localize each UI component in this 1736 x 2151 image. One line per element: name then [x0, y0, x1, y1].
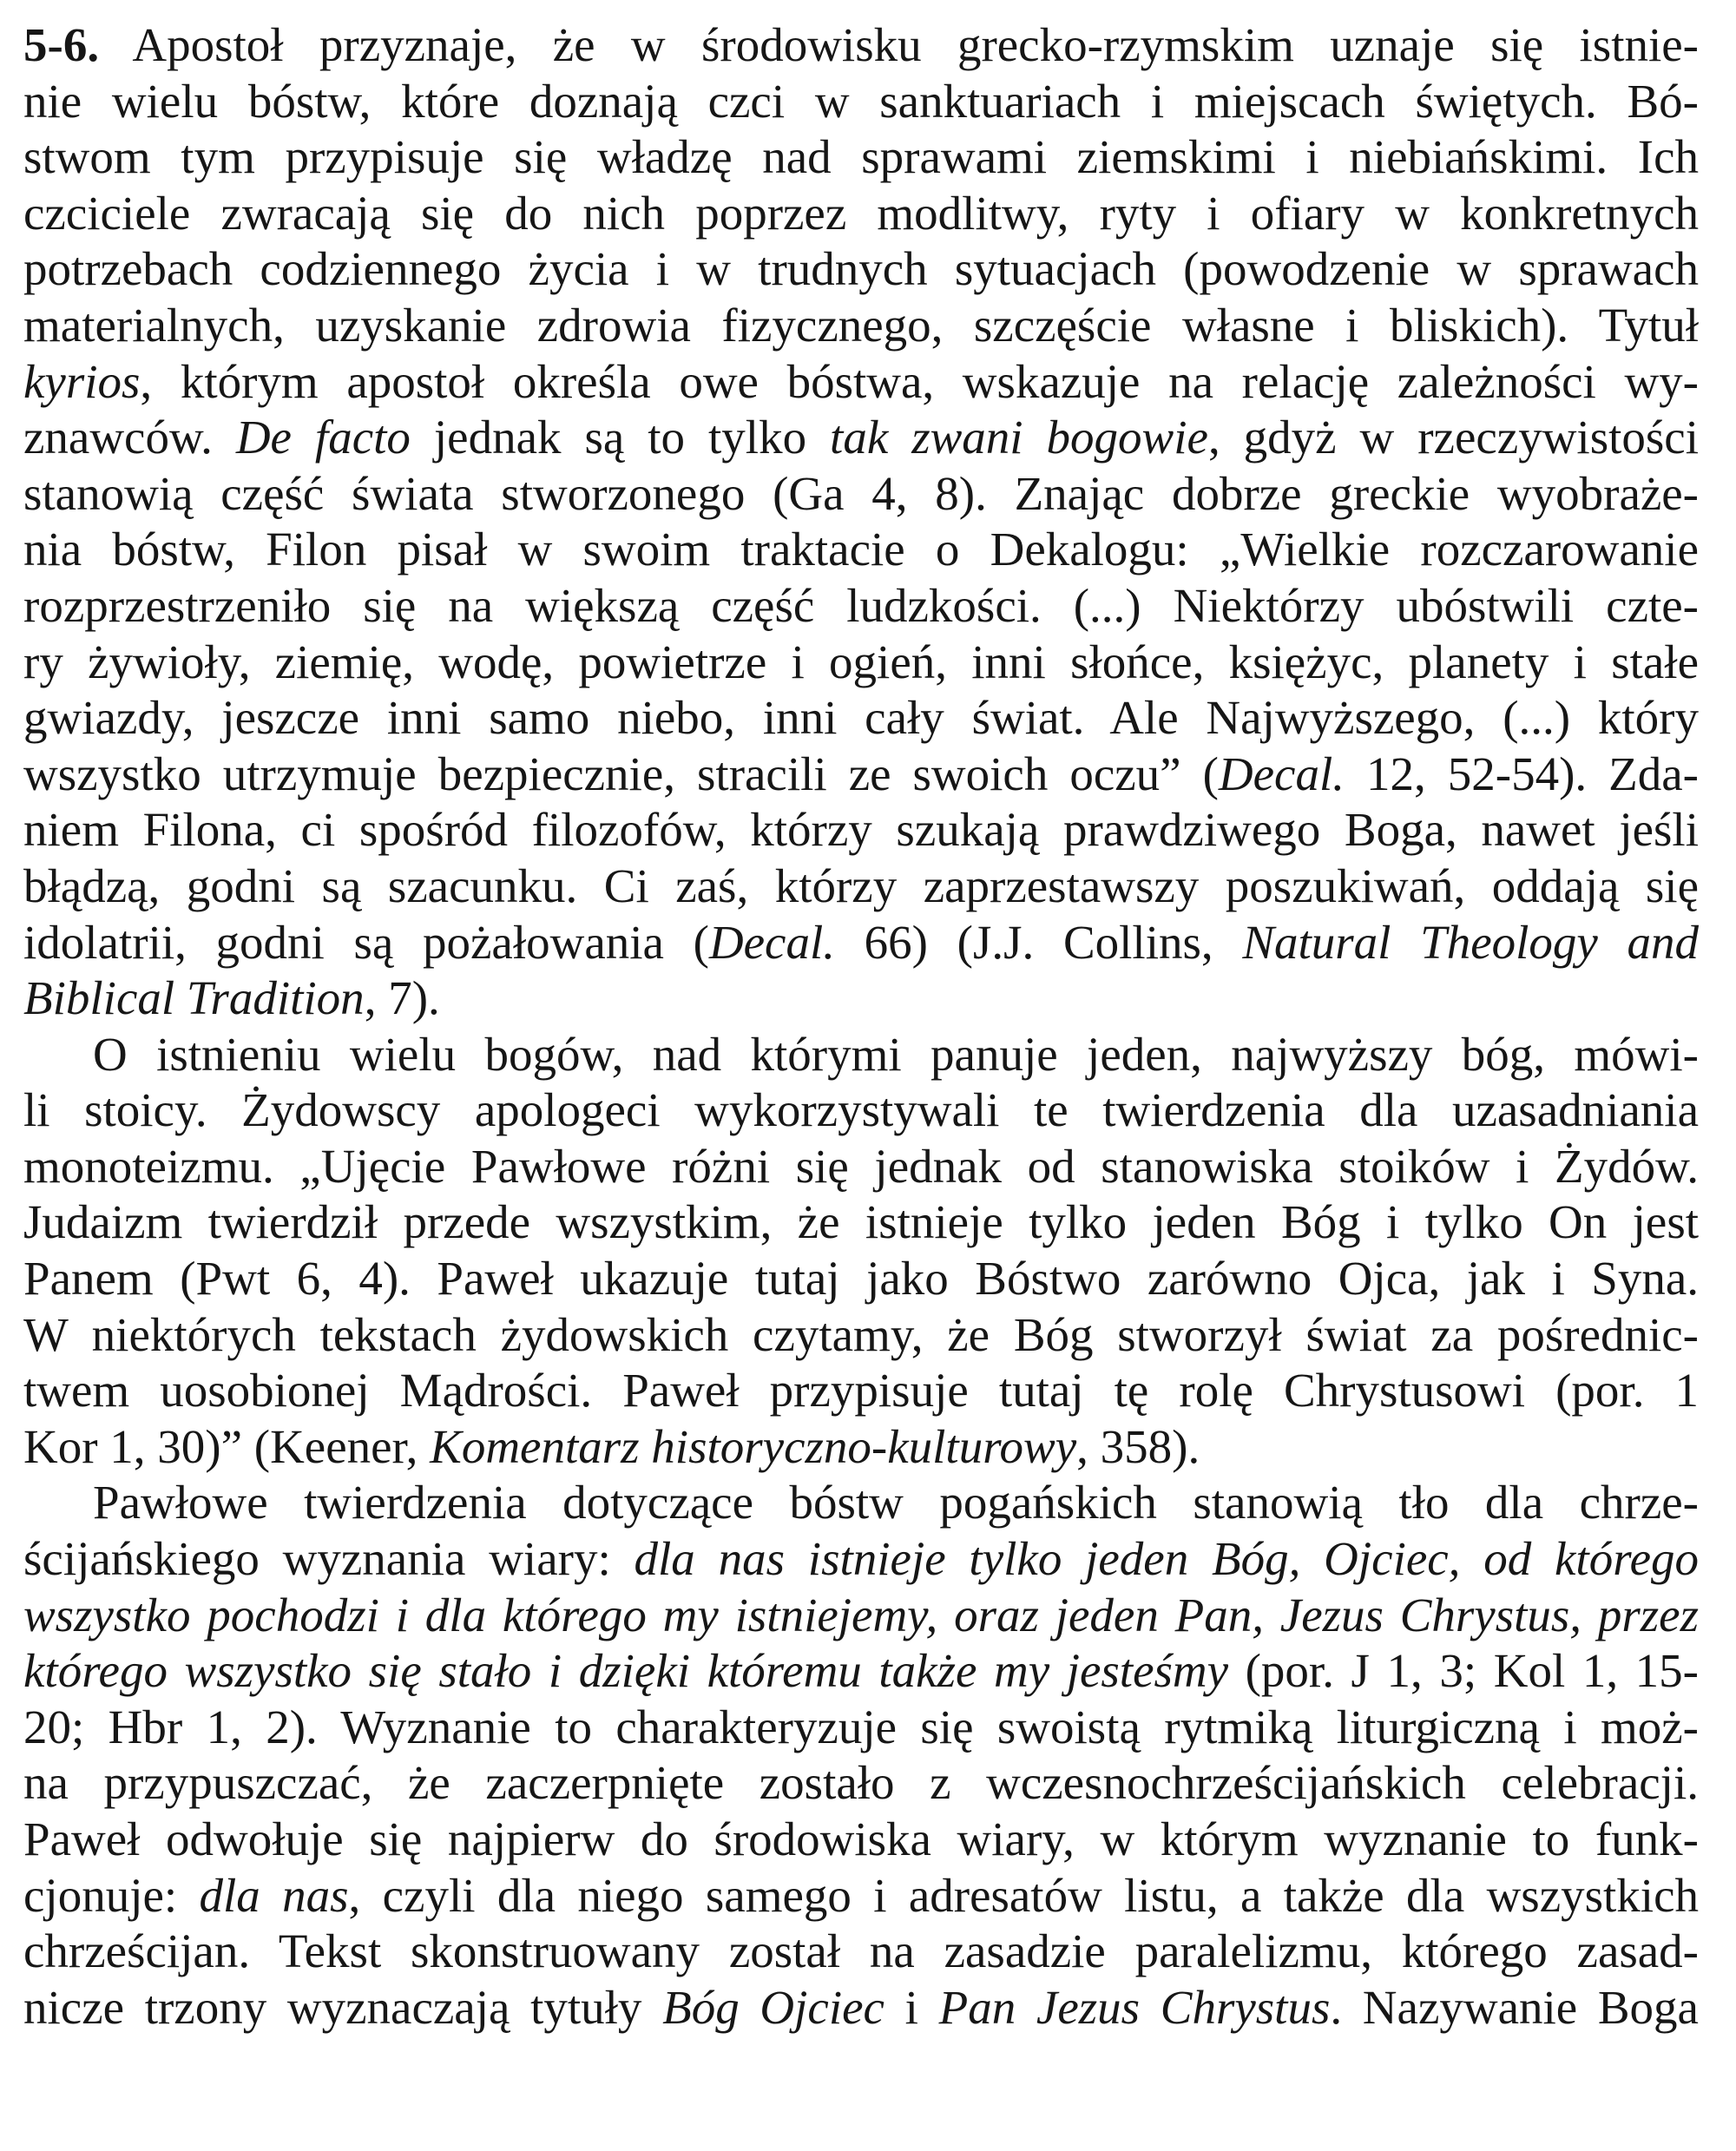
text-line — [23, 186, 1699, 242]
text-segment: 66) (J.J. Collins, — [835, 915, 1243, 969]
text-segment: nicze trzony wyznaczają tytuły — [23, 1980, 663, 2034]
text-segment: potrzebach codziennego życia i w trudnych sytuacjach (powodzenie w sprawach — [23, 242, 1699, 296]
text-segment: . Nazywanie Boga — [1330, 1980, 1699, 2034]
text-line — [23, 1924, 1699, 1980]
document-page — [23, 17, 1699, 2036]
text-line — [23, 635, 1699, 691]
italic-text: dla nas — [199, 1868, 349, 1922]
text-line — [23, 970, 1699, 1027]
text-segment: Pawłowe twierdzenia dotyczące bóstw pogańskich stanowią tło dla chrze- — [93, 1476, 1699, 1529]
text-line — [23, 1588, 1699, 1644]
text-line — [23, 1475, 1699, 1531]
text-segment: monoteizmu. „Ujęcie Pawłowe różni się jednak od stanowiska stoików i Żydów. — [23, 1139, 1699, 1193]
text-line — [23, 1027, 1699, 1083]
text-segment: i — [884, 1980, 939, 2034]
text-segment: stwom tym przypisuje się władzę nad sprawami ziemskimi i niebiańskimi. Ich — [23, 130, 1699, 184]
text-segment: na przypuszczać, że zaczerpnięte zostało z wczesnochrześcijańskich celebracji. — [23, 1756, 1699, 1810]
text-segment: 12, 52-54). Zda- — [1345, 747, 1699, 800]
text-line — [23, 1363, 1699, 1419]
text-line — [23, 1419, 1699, 1476]
italic-text: którego wszystko się stało i dzięki któremu także my jesteśmy — [23, 1644, 1229, 1698]
italic-text: Natural Theology and — [1242, 915, 1699, 969]
text-line — [23, 410, 1699, 466]
text-line — [23, 690, 1699, 747]
text-segment: niem Filona, ci spośród filozofów, którzy szukają prawdziwego Boga, nawet jeśli — [23, 803, 1699, 857]
text-segment: idolatrii, godni są pożałowania ( — [23, 915, 709, 969]
text-segment: czciciele zwracają się do nich poprzez modlitwy, ryty i ofiary w konkretnych — [23, 186, 1699, 240]
verse-number: 5-6. — [23, 18, 100, 71]
text-line — [23, 1139, 1699, 1195]
text-segment: , 7). — [364, 971, 440, 1025]
text-segment: Judaizm twierdził przede wszystkim, że istnieje tylko jeden Bóg i tylko On jest — [23, 1195, 1699, 1249]
text-segment: nia bóstw, Filon pisał w swoim traktacie o Dekalogu: „Wielkie rozczarowanie — [23, 523, 1699, 576]
italic-text: dla nas istnieje tylko jeden Bóg, Ojciec, od którego — [634, 1532, 1699, 1586]
text-segment: (por. J 1, 3; Kol 1, 15- — [1228, 1644, 1699, 1698]
text-segment: błądzą, godni są szacunku. Ci zaś, którzy zaprzestawszy poszukiwań, oddają się — [23, 858, 1699, 912]
text-line — [23, 129, 1699, 186]
text-line — [23, 241, 1699, 298]
text-line — [23, 915, 1699, 971]
text-line — [23, 1194, 1699, 1251]
italic-text: Pan Jezus Chrystus — [938, 1980, 1331, 2034]
text-segment: stanowią część świata stworzonego (Ga 4, 8). Znając dobrze greckie wyobraże- — [23, 466, 1699, 520]
text-segment: jednak są to tylko — [410, 411, 831, 464]
text-line — [23, 1755, 1699, 1812]
text-segment: chrześcijan. Tekst skonstruowany został na zasadzie paralelizmu, którego zasad- — [23, 1924, 1699, 1978]
text-segment: gwiazdy, jeszcze inni samo niebo, inni cały świat. Ale Najwyższego, (...) który — [23, 691, 1699, 745]
text-segment: twem uosobionej Mądrości. Paweł przypisuje tutaj tę rolę Chrystusowi (por. 1 — [23, 1364, 1699, 1418]
text-segment: materialnych, uzyskanie zdrowia fizycznego, szczęście własne i bliskich). Tytuł — [23, 298, 1699, 352]
italic-text: tak zwani bogowie — [830, 411, 1208, 464]
text-line — [23, 802, 1699, 858]
text-segment: wszystko utrzymuje bezpiecznie, stracili ze swoich oczu” ( — [23, 747, 1219, 800]
italic-text: Komentarz historyczno-kulturowy — [430, 1419, 1077, 1473]
text-line — [23, 858, 1699, 915]
italic-text: Bóg Ojciec — [662, 1980, 884, 2034]
text-segment: ry żywioły, ziemię, wodę, powietrze i ogień, inni słońce, księżyc, planety i stałe — [23, 635, 1699, 688]
text-segment: O istnieniu wielu bogów, nad którymi panuje jeden, najwyższy bóg, mówi- — [93, 1027, 1699, 1081]
text-line — [23, 1812, 1699, 1868]
text-segment: , którym apostoł określa owe bóstwa, wskazuje na relację zależności wy- — [140, 354, 1699, 408]
text-line — [23, 17, 1699, 74]
paragraph — [23, 17, 1699, 1027]
text-segment: Kor 1, 30)” (Keener, — [23, 1419, 431, 1473]
paragraph — [23, 1475, 1699, 2036]
italic-text: Decal. — [1218, 747, 1345, 800]
italic-text: kyrios — [23, 354, 141, 408]
text-segment: rozprzestrzeniło się na większą część ludzkości. (...) Niektórzy ubóstwili czte- — [23, 578, 1699, 632]
italic-text: wszystko pochodzi i dla którego my istniejemy, oraz jeden Pan, Jezus Chrystus, przez — [23, 1588, 1699, 1641]
text-line — [23, 578, 1699, 635]
italic-text: De facto — [235, 411, 411, 464]
text-segment: znawców. — [23, 411, 236, 464]
text-line — [23, 1531, 1699, 1588]
text-line — [23, 1251, 1699, 1307]
text-segment: Paweł odwołuje się najpierw do środowiska wiary, w którym wyznanie to funk- — [23, 1812, 1699, 1865]
text-line — [23, 1700, 1699, 1756]
text-segment: W niektórych tekstach żydowskich czytamy, że Bóg stworzył świat za pośrednic- — [23, 1307, 1699, 1361]
text-segment: Apostoł przyznaje, że w środowisku grecko-rzymskim uznaje się istnie- — [99, 18, 1699, 71]
text-line — [23, 1643, 1699, 1700]
text-line — [23, 74, 1699, 130]
paragraph — [23, 1027, 1699, 1476]
text-segment: , 358). — [1076, 1419, 1200, 1473]
text-segment: ścijańskiego wyznania wiary: — [23, 1532, 635, 1586]
text-segment: 20; Hbr 1, 2). Wyznanie to charakteryzuje się swoistą rytmiką liturgiczną i moż- — [23, 1700, 1699, 1753]
text-line — [23, 354, 1699, 411]
text-segment: , czyli dla niego samego i adresatów listu, a także dla wszystkich — [348, 1868, 1699, 1922]
text-line — [23, 1307, 1699, 1364]
text-line — [23, 466, 1699, 523]
text-segment: Panem (Pwt 6, 4). Paweł ukazuje tutaj jako Bóstwo zarówno Ojca, jak i Syna. — [23, 1252, 1699, 1306]
text-line — [23, 1868, 1699, 1924]
text-segment: , gdyż w rzeczywistości — [1207, 411, 1699, 464]
text-segment: li stoicy. Żydowscy apologeci wykorzystywali te twierdzenia dla uzasadniania — [23, 1083, 1699, 1137]
text-line — [23, 747, 1699, 803]
text-segment: nie wielu bóstw, które doznają czci w sanktuariach i miejscach świętych. Bó- — [23, 74, 1699, 128]
text-line — [23, 298, 1699, 354]
text-line — [23, 1980, 1699, 2036]
italic-text: Biblical Tradition — [23, 971, 365, 1025]
italic-text: Decal. — [708, 915, 835, 969]
text-line — [23, 1082, 1699, 1139]
text-segment: cjonuje: — [23, 1868, 200, 1922]
text-line — [23, 522, 1699, 578]
